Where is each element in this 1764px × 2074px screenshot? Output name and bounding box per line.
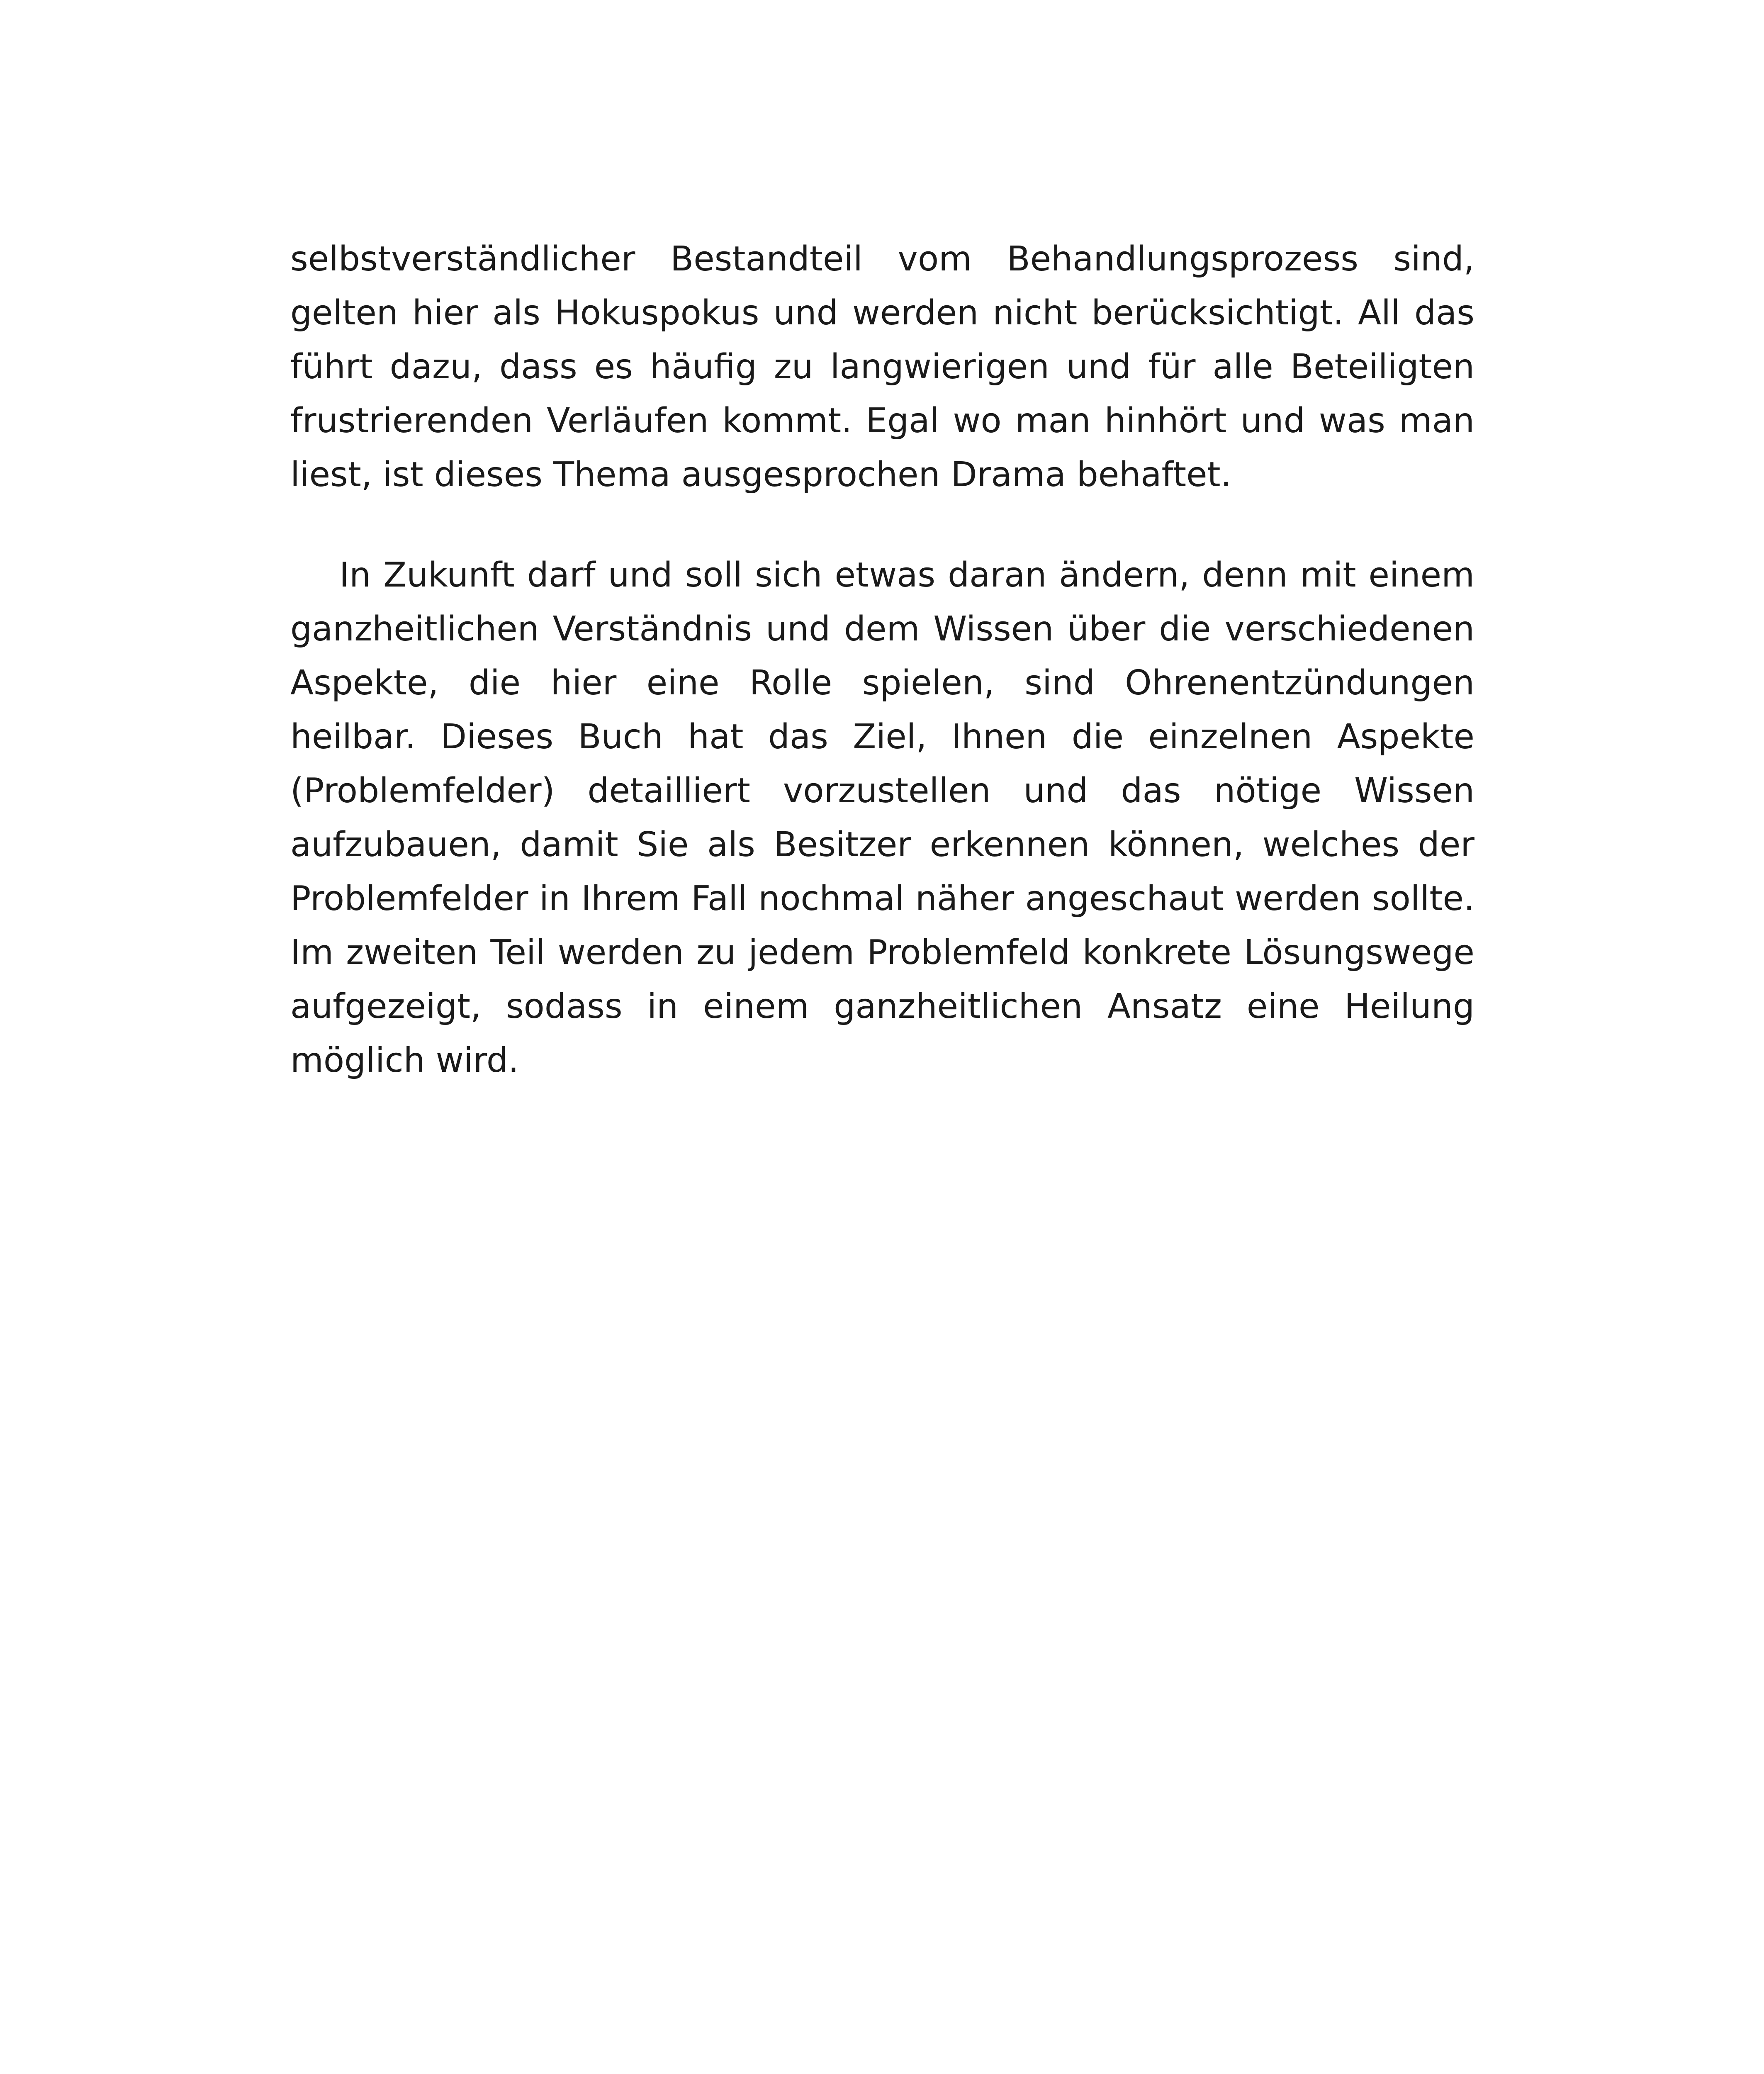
body-text (290, 232, 1474, 1088)
paragraph-zukunft: In Zukunft darf und soll sich etwas daran ändern, denn mit einem ganzheitlichen Verständnis und dem Wissen über die verschiedenen Aspekte, die hier eine Rolle spielen, sind Ohrenentzündungen heilbar. Dieses Buch hat das Ziel, Ihnen die einzelnen Aspekte (Problemfelder) detailliert vorzustellen und das nötige Wissen aufzubauen, damit Sie als Besitzer erkennen können, welches der Problemfelder in Ihrem Fall nochmal näher angeschaut werden sollte. Im zweiten Teil werden zu jedem Problemfeld konkrete Lösungswege aufgezeigt, sodass in einem ganzheitlichen Ansatz eine Heilung möglich wird. (290, 555, 1474, 1080)
paragraph-continued: selbstverständlicher Bestandteil vom Behandlungsprozess sind, gelten hier als Hokuspokus und werden nicht berücksichtigt. All das führt dazu, dass es häufig zu langwierigen und für alle Beteiligten frustrierenden Verläufen kommt. Egal wo man hinhört und was man liest, ist dieses Thema ausgesprochen Drama behaftet. (290, 239, 1474, 494)
